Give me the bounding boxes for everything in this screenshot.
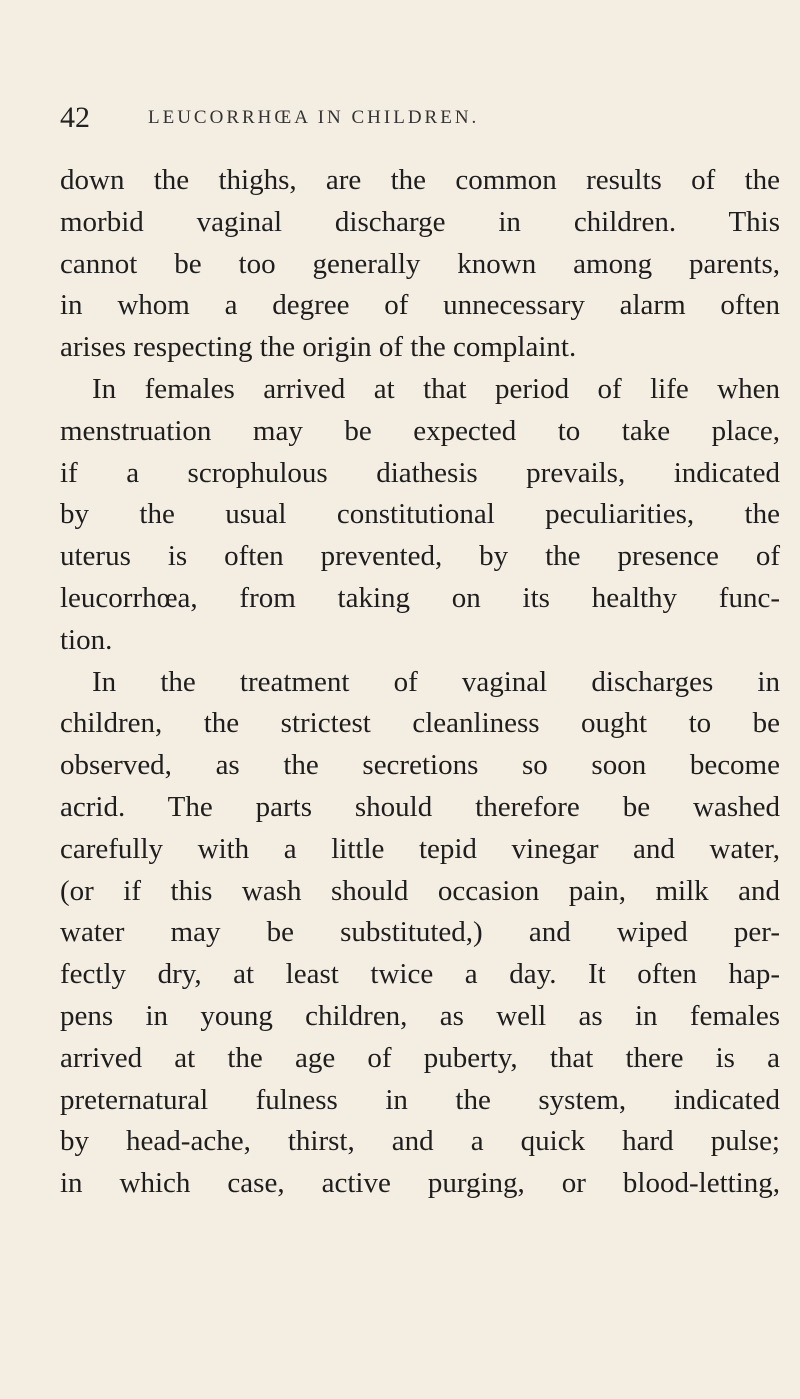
text-line: uterus is often prevented, by the presence of (60, 540, 780, 573)
text-line: morbid vaginal discharge in children. This (60, 205, 780, 238)
text-line: observed, as the secretions so soon become (60, 749, 780, 782)
text-line: tion. (60, 623, 113, 656)
text-line: fectly dry, at least twice a day. It often hap- (60, 958, 780, 991)
text-line: children, the strictest cleanliness ought to be (60, 707, 780, 740)
running-head: LEUCORRHŒA IN CHILDREN. (148, 107, 480, 128)
text-line: cannot be too generally known among parents, (60, 247, 780, 280)
text-line: arises respecting the origin of the complaint. (60, 331, 577, 364)
text-line: menstruation may be expected to take place, (60, 414, 780, 447)
text-line: leucorrhœa, from taking on its healthy func- (60, 581, 780, 614)
body-text (60, 160, 780, 1205)
text-line: pens in young children, as well as in females (60, 999, 780, 1032)
page-number: 42 (60, 101, 90, 134)
text-line: water may be substituted,) and wiped per- (60, 916, 780, 949)
text-line: carefully with a little tepid vinegar and water, (60, 832, 780, 865)
text-line: if a scrophulous diathesis prevails, indicated (60, 456, 780, 489)
text-line: arrived at the age of puberty, that there is a (60, 1041, 780, 1074)
text-line: in whom a degree of unnecessary alarm often (60, 289, 780, 322)
text-line: acrid. The parts should therefore be washed (60, 790, 780, 823)
text-line: preternatural fulness in the system, indicated (60, 1083, 780, 1116)
text-line: In the treatment of vaginal discharges in (92, 665, 780, 698)
page-header (60, 98, 780, 138)
text-line: in which case, active purging, or blood-letting, (60, 1167, 780, 1200)
text-line: by the usual constitutional peculiarities, the (60, 498, 780, 531)
text-line: down the thighs, are the common results of the (60, 164, 780, 196)
text-line: In females arrived at that period of life when (92, 372, 780, 405)
text-line: by head-ache, thirst, and a quick hard pulse; (60, 1125, 780, 1158)
text-line: (or if this wash should occasion pain, milk and (60, 874, 780, 907)
